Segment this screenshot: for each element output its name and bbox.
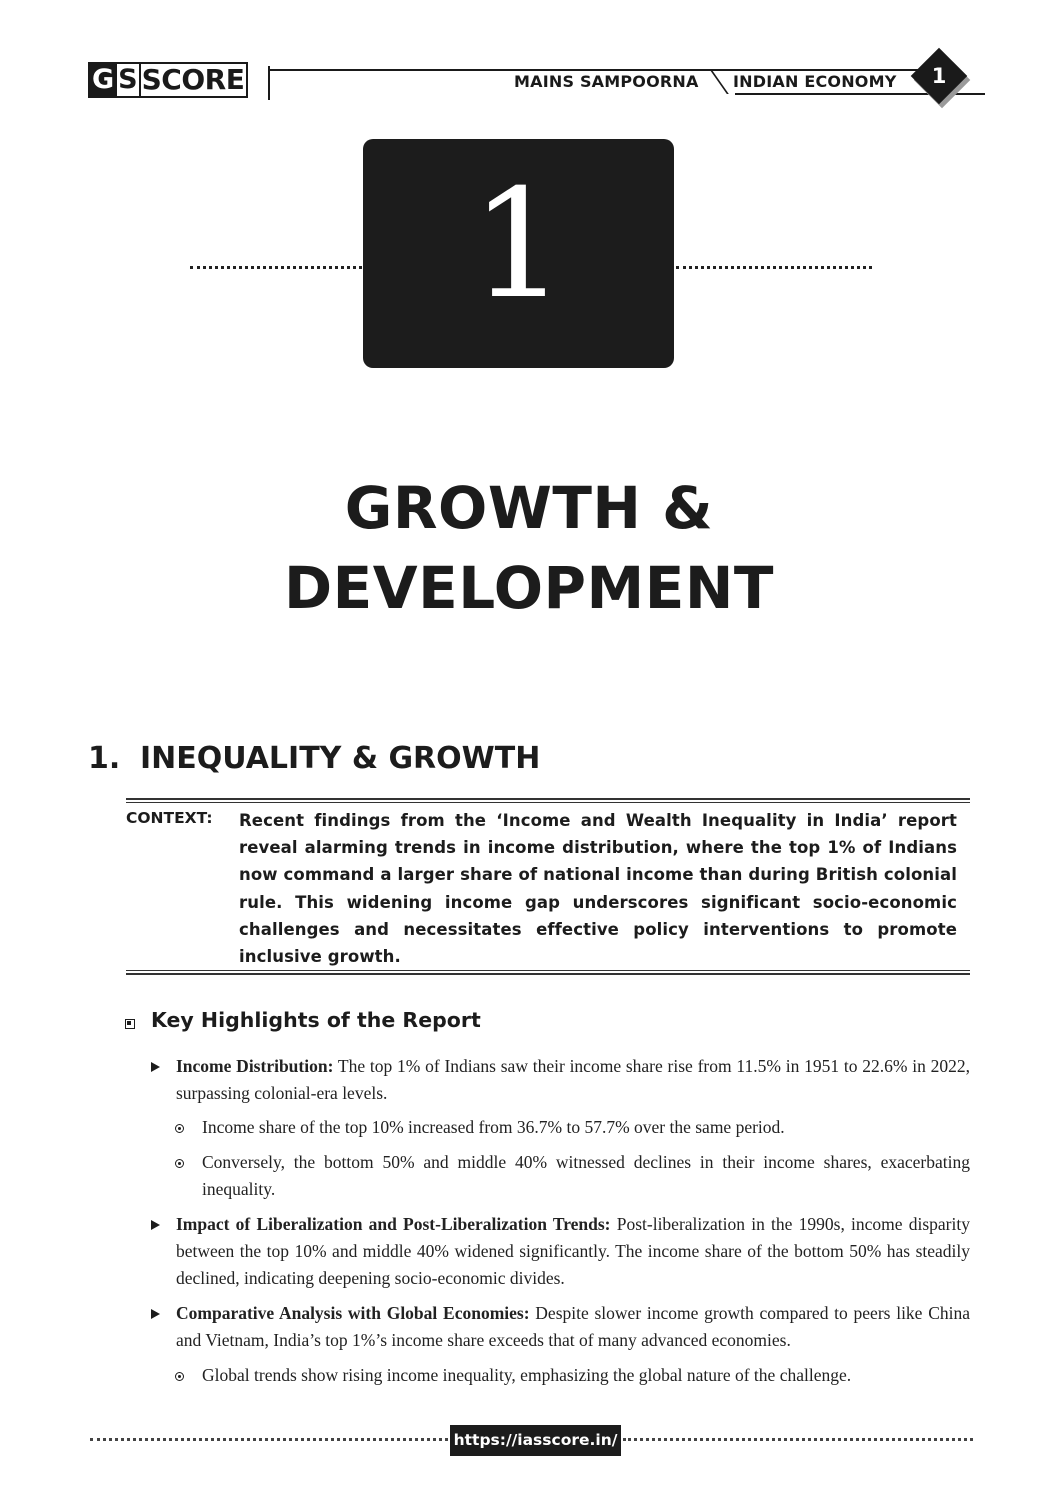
gsscore-logo (88, 62, 248, 98)
chapter-title-line2: DEVELOPMENT (284, 554, 774, 622)
square-bullet-icon (125, 1019, 135, 1029)
header-rule (270, 69, 940, 71)
highlight-subitem: Conversely, the bottom 50% and middle 40% witnessed declines in their income shares, exacerbating inequality. (202, 1152, 970, 1199)
context-text: Recent findings from the ‘Income and Wealth Inequality in India’ report reveal alarming trends in income distribution, where the top 1% of Indians now command a larger share of national income than during British colonial rule. This widening income gap underscores significant socio-economic challenges and necessitates effective policy interventions to promote inclusive growth. (239, 811, 957, 967)
highlight-text: Post-liberalization in the 1990s, income disparity between the top 10% and middle 40% widened significantly. The income share of the bottom 50% has steadily declined, indicating deepening socio-economic divides. (176, 1214, 970, 1288)
context-rule-bottom (126, 973, 970, 975)
highlights-title: Key Highlights of the Report (151, 1008, 481, 1032)
circle-bullet-icon (175, 1159, 184, 1168)
footer-dotted-rule-left (90, 1438, 448, 1441)
highlight-item (176, 1053, 970, 1107)
arrow-bullet-icon (151, 1220, 160, 1230)
chapter-title (0, 468, 1058, 628)
highlight-lead: Income Distribution: (176, 1056, 334, 1076)
chapter-number: 1 (470, 158, 567, 332)
chapter-dotted-rule-left (190, 266, 362, 269)
footer-url-link[interactable]: https://iasscore.in/ (453, 1431, 618, 1449)
header-divider (268, 66, 270, 100)
header-subject: INDIAN ECONOMY (733, 72, 897, 91)
highlight-item (176, 1211, 970, 1292)
page-number: 1 (931, 64, 947, 88)
header-slant-divider (710, 70, 728, 94)
context-rule-bottom-inner (126, 970, 970, 971)
section-heading (88, 741, 540, 776)
chapter-title-line1: GROWTH & (344, 474, 714, 542)
header-series: MAINS SAMPOORNA (514, 72, 699, 91)
highlight-item (176, 1300, 970, 1354)
logo-letter-g: G (92, 64, 115, 95)
highlight-lead: Comparative Analysis with Global Economies: (176, 1303, 530, 1323)
highlight-text: The top 1% of Indians saw their income share rise from 11.5% in 1951 to 22.6% in 2022, surpassing colonial-era levels. (176, 1056, 970, 1103)
footer-dotted-rule-right (623, 1438, 973, 1441)
circle-bullet-icon (175, 1372, 184, 1381)
logo-score: SCORE (141, 63, 245, 96)
highlight-text: Despite slower income growth compared to peers like China and Vietnam, India’s top 1%’s income share exceeds that of many advanced economies. (176, 1303, 970, 1350)
context-rule-top (126, 798, 970, 800)
arrow-bullet-icon (151, 1062, 160, 1072)
highlight-subitem: Income share of the top 10% increased from 36.7% to 57.7% over the same period. (202, 1117, 785, 1137)
circle-bullet-icon (175, 1124, 184, 1133)
section-title: INEQUALITY & GROWTH (140, 741, 541, 776)
arrow-bullet-icon (151, 1309, 160, 1319)
section-number: 1. (88, 741, 121, 776)
highlight-lead: Impact of Liberalization and Post-Liberalization Trends: (176, 1214, 611, 1234)
logo-letter-s: S (115, 64, 140, 96)
highlight-subitem: Global trends show rising income inequality, emphasizing the global nature of the challenge. (202, 1365, 852, 1385)
context-label: CONTEXT: (126, 809, 213, 827)
context-rule-top-inner (126, 802, 970, 803)
chapter-dotted-rule-right (676, 266, 872, 269)
